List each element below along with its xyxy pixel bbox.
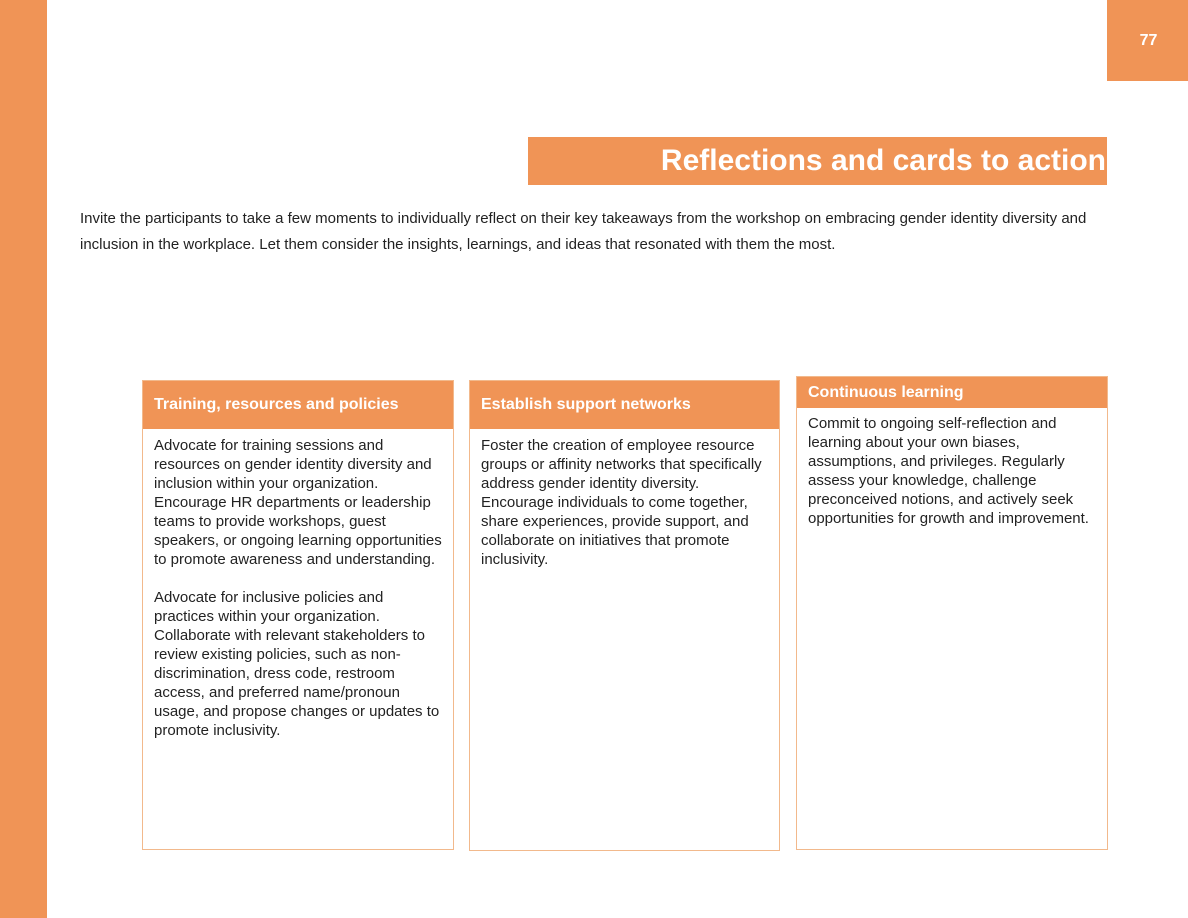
card-continuous-learning	[796, 376, 1108, 850]
card-body	[143, 429, 453, 740]
card-paragraph: Commit to ongoing self-reflection and learning about your own biases, assumptions, and privileges. Regularly assess your knowledge, challenge preconceived notions, and actively seek opportunities for growth and improvement.	[808, 415, 1089, 527]
left-accent-bar	[0, 0, 47, 918]
card-body	[470, 429, 779, 569]
page-number: 77	[1107, 0, 1188, 81]
card-title: Training, resources and policies	[143, 381, 453, 429]
card-paragraph: Advocate for training sessions and resources on gender identity diversity and inclusion within your organization. Encourage HR departments or leadership teams to provide workshops, guest speakers, or ongoing learning opportunities to promote awareness and understanding.	[154, 437, 442, 568]
page-title: Reflections and cards to action	[528, 137, 1107, 185]
card-training-resources-policies	[142, 380, 454, 850]
card-body	[797, 408, 1107, 528]
card-title: Continuous learning	[797, 377, 1107, 408]
card-paragraph: Advocate for inclusive policies and practices within your organization. Collaborate with relevant stakeholders to review existing policies, such as non-discrimination, dress code, restroom access, and preferred name/pronoun usage, and propose changes or updates to promote inclusivity.	[154, 589, 440, 739]
card-paragraph: Foster the creation of employee resource groups or affinity networks that specifically address gender identity diversity. Encourage individuals to come together, share experiences, provide support, and collaborate on initiatives that promote inclusivity.	[481, 437, 762, 568]
card-support-networks	[469, 380, 780, 851]
card-title: Establish support networks	[470, 381, 779, 429]
intro-paragraph: Invite the participants to take a few moments to individually reflect on their key takeaways from the workshop on embracing gender identity diversity and inclusion in the workplace. Let them consider the insights, learnings, and ideas that resonated with them the most.	[80, 210, 1087, 253]
